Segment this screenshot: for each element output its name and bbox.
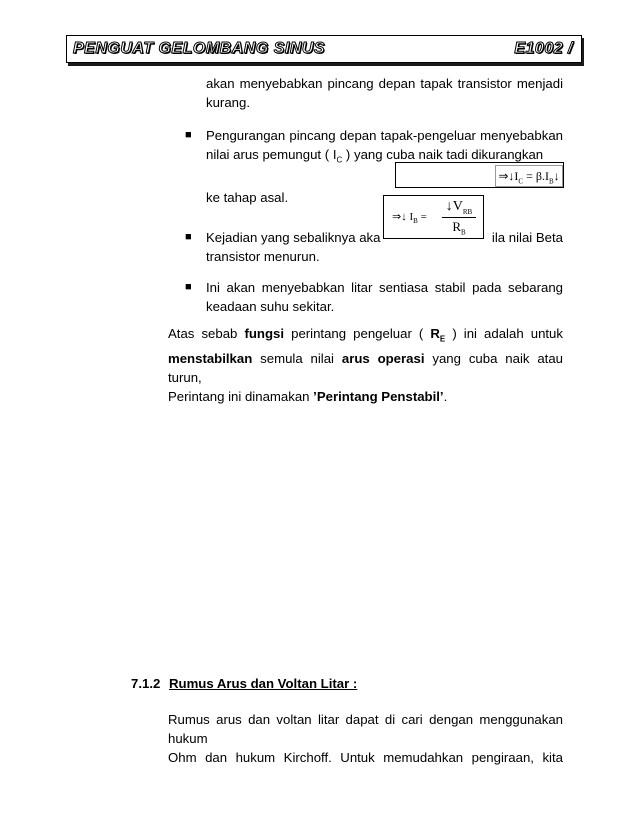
text-line: Perintang ini dinamakan ’Perintang Penstabil’. xyxy=(168,388,448,404)
text-line: Ini akan menyebabkan litar sentiasa stabil pada sebarang xyxy=(206,280,563,295)
text-line: menstabilkan semula nilai arus operasi yang cuba naik atau turun, xyxy=(168,350,563,385)
header-title: PENGUAT GELOMBANG SINUS xyxy=(73,40,326,57)
bullet-square-icon: ■ xyxy=(185,129,192,141)
text-line: nilai arus pemungut ( $I_C$ ) yang cuba naik tadi dikurangkan xyxy=(206,147,544,165)
page-header xyxy=(66,35,582,63)
text-fragment: Kejadian yang sebaliknya aka xyxy=(206,230,381,245)
text-line: keadaan suhu sekitar. xyxy=(206,299,335,314)
text-line: Pengurangan pincang depan tapak-pengeluar menyebabkan xyxy=(206,128,563,143)
text-line: Atas sebab fungsi perintang pengeluar ( $R_E$ ) ini adalah untuk xyxy=(168,326,563,344)
bullet-square-icon: ■ xyxy=(185,281,192,293)
header-code: E1002 / xyxy=(514,40,573,57)
text-fragment: ila nilai Beta xyxy=(491,230,563,245)
section-title: Rumus Arus dan Voltan Litar : xyxy=(169,676,358,691)
paragraph-perintang-penstabil xyxy=(168,324,563,406)
text-line: transistor menurun. xyxy=(206,249,320,264)
paragraph-continuation xyxy=(206,74,563,112)
bullet-item-3 xyxy=(206,278,563,316)
paragraph-rumus xyxy=(168,710,563,767)
text-line: Ohm dan hukum Kirchoff. Untuk memudahkan pengiraan, kita xyxy=(168,750,563,765)
formula-ic-beta-ib: $\Rightarrow↓I_C$ = $\beta.I_B↓$ xyxy=(495,165,563,187)
section-number: 7.1.2 xyxy=(131,676,161,691)
formula-ib-vrb-rb: ⇒↓ $I_B$ = $↓V_{RB}$ $R_B$ xyxy=(383,195,484,239)
bullet-item-1-cont: ke tahap asal. xyxy=(206,190,289,205)
text-line: kurang. xyxy=(206,95,250,110)
text-line: akan menyebabkan pincang depan tapak transistor menjadi xyxy=(206,76,563,91)
text-line: Rumus arus dan voltan litar dapat di cari dengan menggunakan hukum xyxy=(168,712,563,746)
bullet-square-icon: ■ xyxy=(185,231,192,243)
